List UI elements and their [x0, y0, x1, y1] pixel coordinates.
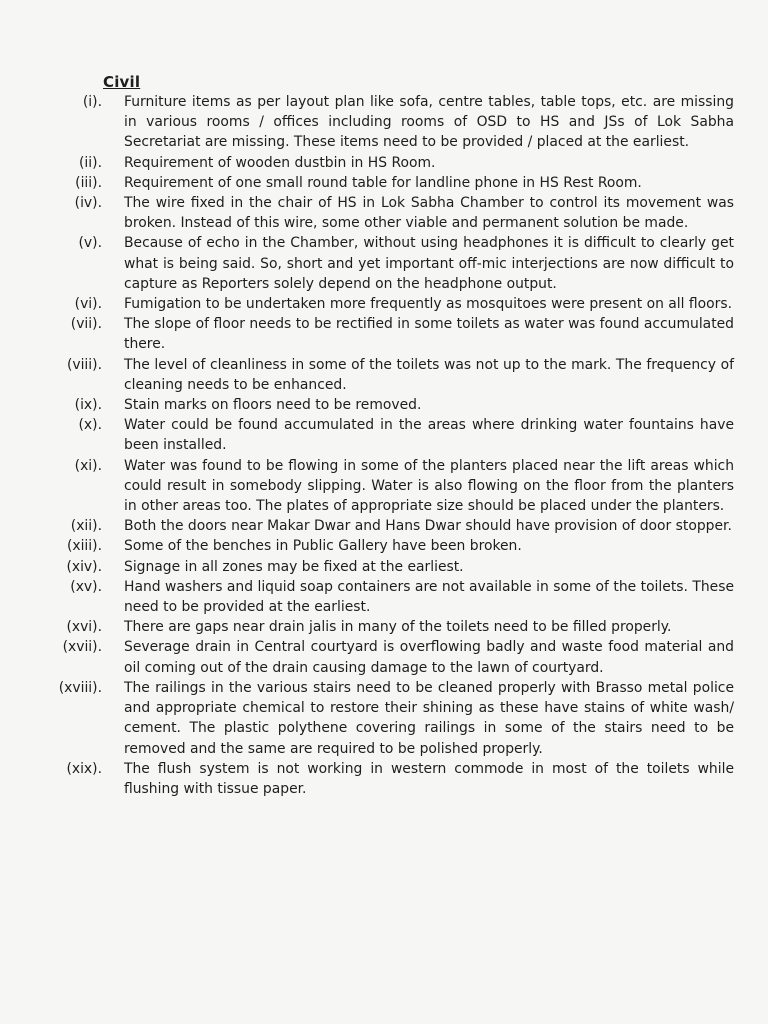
list-item — [0, 759, 734, 799]
item-text: Some of the benches in Public Gallery have been broken. — [124, 538, 522, 555]
list-item — [0, 92, 734, 153]
item-number: (vi). — [74, 296, 102, 313]
item-text: Signage in all zones may be fixed at the earliest. — [124, 558, 464, 575]
list-item — [0, 153, 734, 173]
item-text: Requirement of one small round table for landline phone in HS Rest Room. — [124, 174, 642, 191]
item-text: Severage drain in Central courtyard is overflowing badly and waste food material and oil coming out of the drain causing damage to the lawn of courtyard. — [124, 639, 734, 676]
item-text: Because of echo in the Chamber, without using headphones it is difficult to clearly get what is being said. So, short and yet important off-mic interjections are now difficult to capture as Reporters solely depend on the headphone output. — [124, 235, 734, 292]
item-text: Furniture items as per layout plan like sofa, centre tables, table tops, etc. are missing in various rooms / offices including rooms of OSD to HS and JSs of Lok Sabha Secretariat are missing. These items need to be provided / placed at the earliest. — [124, 94, 734, 151]
item-text: The slope of floor needs to be rectified in some toilets as water was found accumulated there. — [124, 316, 734, 353]
item-text: Water was found to be flowing in some of the planters placed near the lift areas which could result in somebody slipping. Water is also flowing on the floor from the planters in other areas too. The plates of appropriate size should be placed under the planters. — [124, 457, 734, 515]
section-heading: Civil — [103, 73, 141, 91]
list-item — [0, 557, 734, 577]
item-number: (x). — [78, 417, 102, 434]
item-number: (xiv). — [66, 558, 102, 575]
item-text: The railings in the various stairs need to be cleaned properly with Brasso metal police and appropriate chemical to restore their shining as these have stains of white wash/ cement. The plastic polythene covering railings in some of the stairs need to be removed and the same are required to be polished properly. — [124, 679, 734, 757]
list-item — [0, 415, 734, 455]
item-text: Both the doors near Makar Dwar and Hans Dwar should have provision of door stopper. — [124, 518, 732, 535]
item-text: Water could be found accumulated in the areas where drinking water fountains have been installed. — [124, 417, 734, 454]
list-item — [0, 173, 734, 193]
item-text: There are gaps near drain jalis in many of the toilets need to be filled properly. — [124, 619, 672, 636]
item-text: Stain marks on floors need to be removed. — [124, 397, 422, 414]
item-number: (xviii). — [58, 679, 102, 696]
list-item — [0, 617, 734, 637]
item-number: (xii). — [70, 518, 102, 535]
item-number: (v). — [78, 235, 102, 252]
item-number: (ix). — [74, 397, 102, 414]
item-number: (iv). — [74, 195, 102, 212]
list-item — [0, 193, 734, 233]
item-number: (xvi). — [66, 619, 102, 636]
list-item — [0, 536, 734, 556]
item-text: The wire fixed in the chair of HS in Lok Sabha Chamber to control its movement was broken. Instead of this wire, some other viable and permanent solution be made. — [124, 195, 734, 232]
item-text: The level of cleanliness in some of the toilets was not up to the mark. The frequency of cleaning needs to be enhanced. — [124, 356, 734, 393]
list-item — [0, 395, 734, 415]
item-text: Fumigation to be undertaken more frequently as mosquitoes were present on all floors. — [124, 296, 733, 313]
list-item — [0, 314, 734, 354]
item-number: (iii). — [75, 174, 102, 191]
item-text: Requirement of wooden dustbin in HS Room. — [124, 154, 436, 171]
item-number: (vii). — [70, 316, 102, 333]
list-item — [0, 678, 734, 759]
item-number: (xv). — [70, 578, 102, 595]
list-item — [0, 577, 734, 617]
item-number: (i). — [82, 94, 102, 110]
item-number: (xi). — [74, 457, 102, 474]
item-text: The flush system is not working in western commode in most of the toilets while flushing with tissue paper. — [124, 760, 734, 797]
item-text: Hand washers and liquid soap containers are not available in some of the toilets. These need to be provided at the earliest. — [124, 578, 734, 616]
item-number: (xiii). — [66, 538, 102, 555]
item-number: (ii). — [79, 154, 102, 171]
item-number: (xix). — [66, 760, 102, 777]
list-item — [0, 294, 734, 314]
item-list — [0, 92, 734, 799]
list-item — [0, 233, 734, 294]
list-item — [0, 516, 734, 536]
item-number: (viii). — [66, 356, 102, 373]
list-item — [0, 456, 734, 517]
item-number: (xvii). — [62, 639, 102, 656]
list-item — [0, 637, 734, 677]
list-item — [0, 355, 734, 395]
